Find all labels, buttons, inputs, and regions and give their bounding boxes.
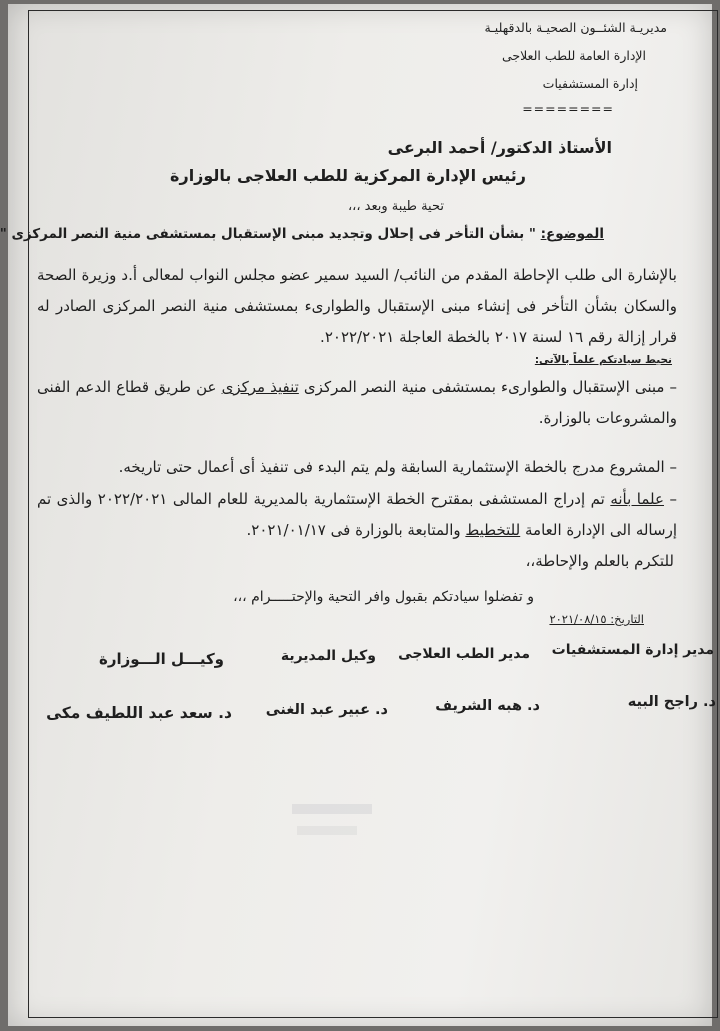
intro-paragraph: بالإشارة الى طلب الإحاطة المقدم من النائب/ السيد سمير عضو مجلس النواب لمعالى أ.د وزيرة الصحة والسكان بشأن التأخر فى إنشاء مبنى الإستقبال والطوارىء بمستشفى منية النصر المركزى الصادر له قرار إزالة رقم ١٦ لسنة ٢٠١٧ بالخطة العاجلة ٢٠٢٢/٢٠٢١.	[37, 266, 677, 346]
point-3-text-a: –	[663, 490, 677, 508]
document-date: التاريخ: ٢٠٢١/٠٨/١٥	[549, 612, 644, 626]
point-3-text-b: تم إدراج المستشفى بمقترح الخطة الإستثمارية بالمديرية للعام المالى ٢٠٢٢/٢٠٢١ والذى تم إرساله الى الإدارة العامة	[37, 490, 677, 539]
subject-line	[0, 226, 604, 242]
signature-name-1: د. راجح البيه	[627, 694, 716, 710]
closing-line-1: للتكرم بالعلم والإحاطة،،	[525, 552, 674, 570]
addressee-name: الأستاذ الدكتور/ أحمد البرعى	[387, 138, 612, 157]
point-1-text-b: عن طريق قطاع الدعم الفنى والمشروعات بالوزارة.	[37, 378, 677, 427]
signature-name-3: د. عبير عبد الغنى	[265, 702, 388, 718]
signature-name-4: د. سعد عبد اللطيف مكى	[46, 704, 232, 722]
point-3-text-c: والمتابعة بالوزارة فى ٢٠٢١/٠١/١٧.	[246, 521, 466, 539]
point-3-underlined: علما بأنه	[610, 490, 664, 508]
point-1	[37, 372, 677, 434]
point-1-underlined: تنفيذ مركزى	[221, 378, 299, 396]
signature-title-4: وكيـــل الـــوزارة	[99, 650, 224, 668]
notice-heading: نحيط سيادتكم علماً بالآتى:	[534, 354, 672, 366]
subject-text: " بشأن التأخر فى إحلال وتجديد مبنى الإستقبال بمستشفى منية النصر المركزى "	[0, 226, 541, 242]
signature-title-3: وكيل المديرية	[280, 648, 376, 664]
point-2: – المشروع مدرج بالخطة الإستثمارية السابقة ولم يتم البدء فى تنفيذ أى أعمال حتى تاريخه.	[118, 458, 677, 476]
bleed-through-mark	[297, 826, 357, 835]
point-3-underlined-2: للتخطيط	[465, 521, 521, 539]
bleed-through-mark	[292, 804, 372, 814]
directorate-line: مديريـة الشئــون الصحيـة بالدقهليـة	[484, 20, 667, 35]
signature-name-2: د. هبه الشريف	[435, 698, 540, 714]
general-administration-line: الإدارة العامة للطب العلاجى	[501, 48, 646, 63]
signature-title-1: مدير إدارة المستشفيات	[551, 642, 714, 658]
addressee-title: رئيس الإدارة المركزية للطب العلاجى بالوزارة	[170, 166, 526, 185]
hospitals-department-line: إدارة المستشفيات	[542, 76, 638, 91]
point-3	[37, 484, 677, 546]
signature-title-2: مدير الطب العلاجى	[398, 646, 530, 662]
document-page	[0, 4, 716, 1026]
greeting: تحية طيبة وبعد ،،،	[347, 199, 444, 214]
subject-label: الموضوع:	[540, 226, 604, 242]
closing-line-2: و تفضلوا سيادتكم بقبول وافر التحية والإحتـــــرام ،،،	[233, 589, 534, 605]
point-1-text-a: – مبنى الإستقبال والطوارىء بمستشفى منية النصر المركزى	[298, 378, 677, 396]
header-separator: ========	[522, 101, 614, 116]
